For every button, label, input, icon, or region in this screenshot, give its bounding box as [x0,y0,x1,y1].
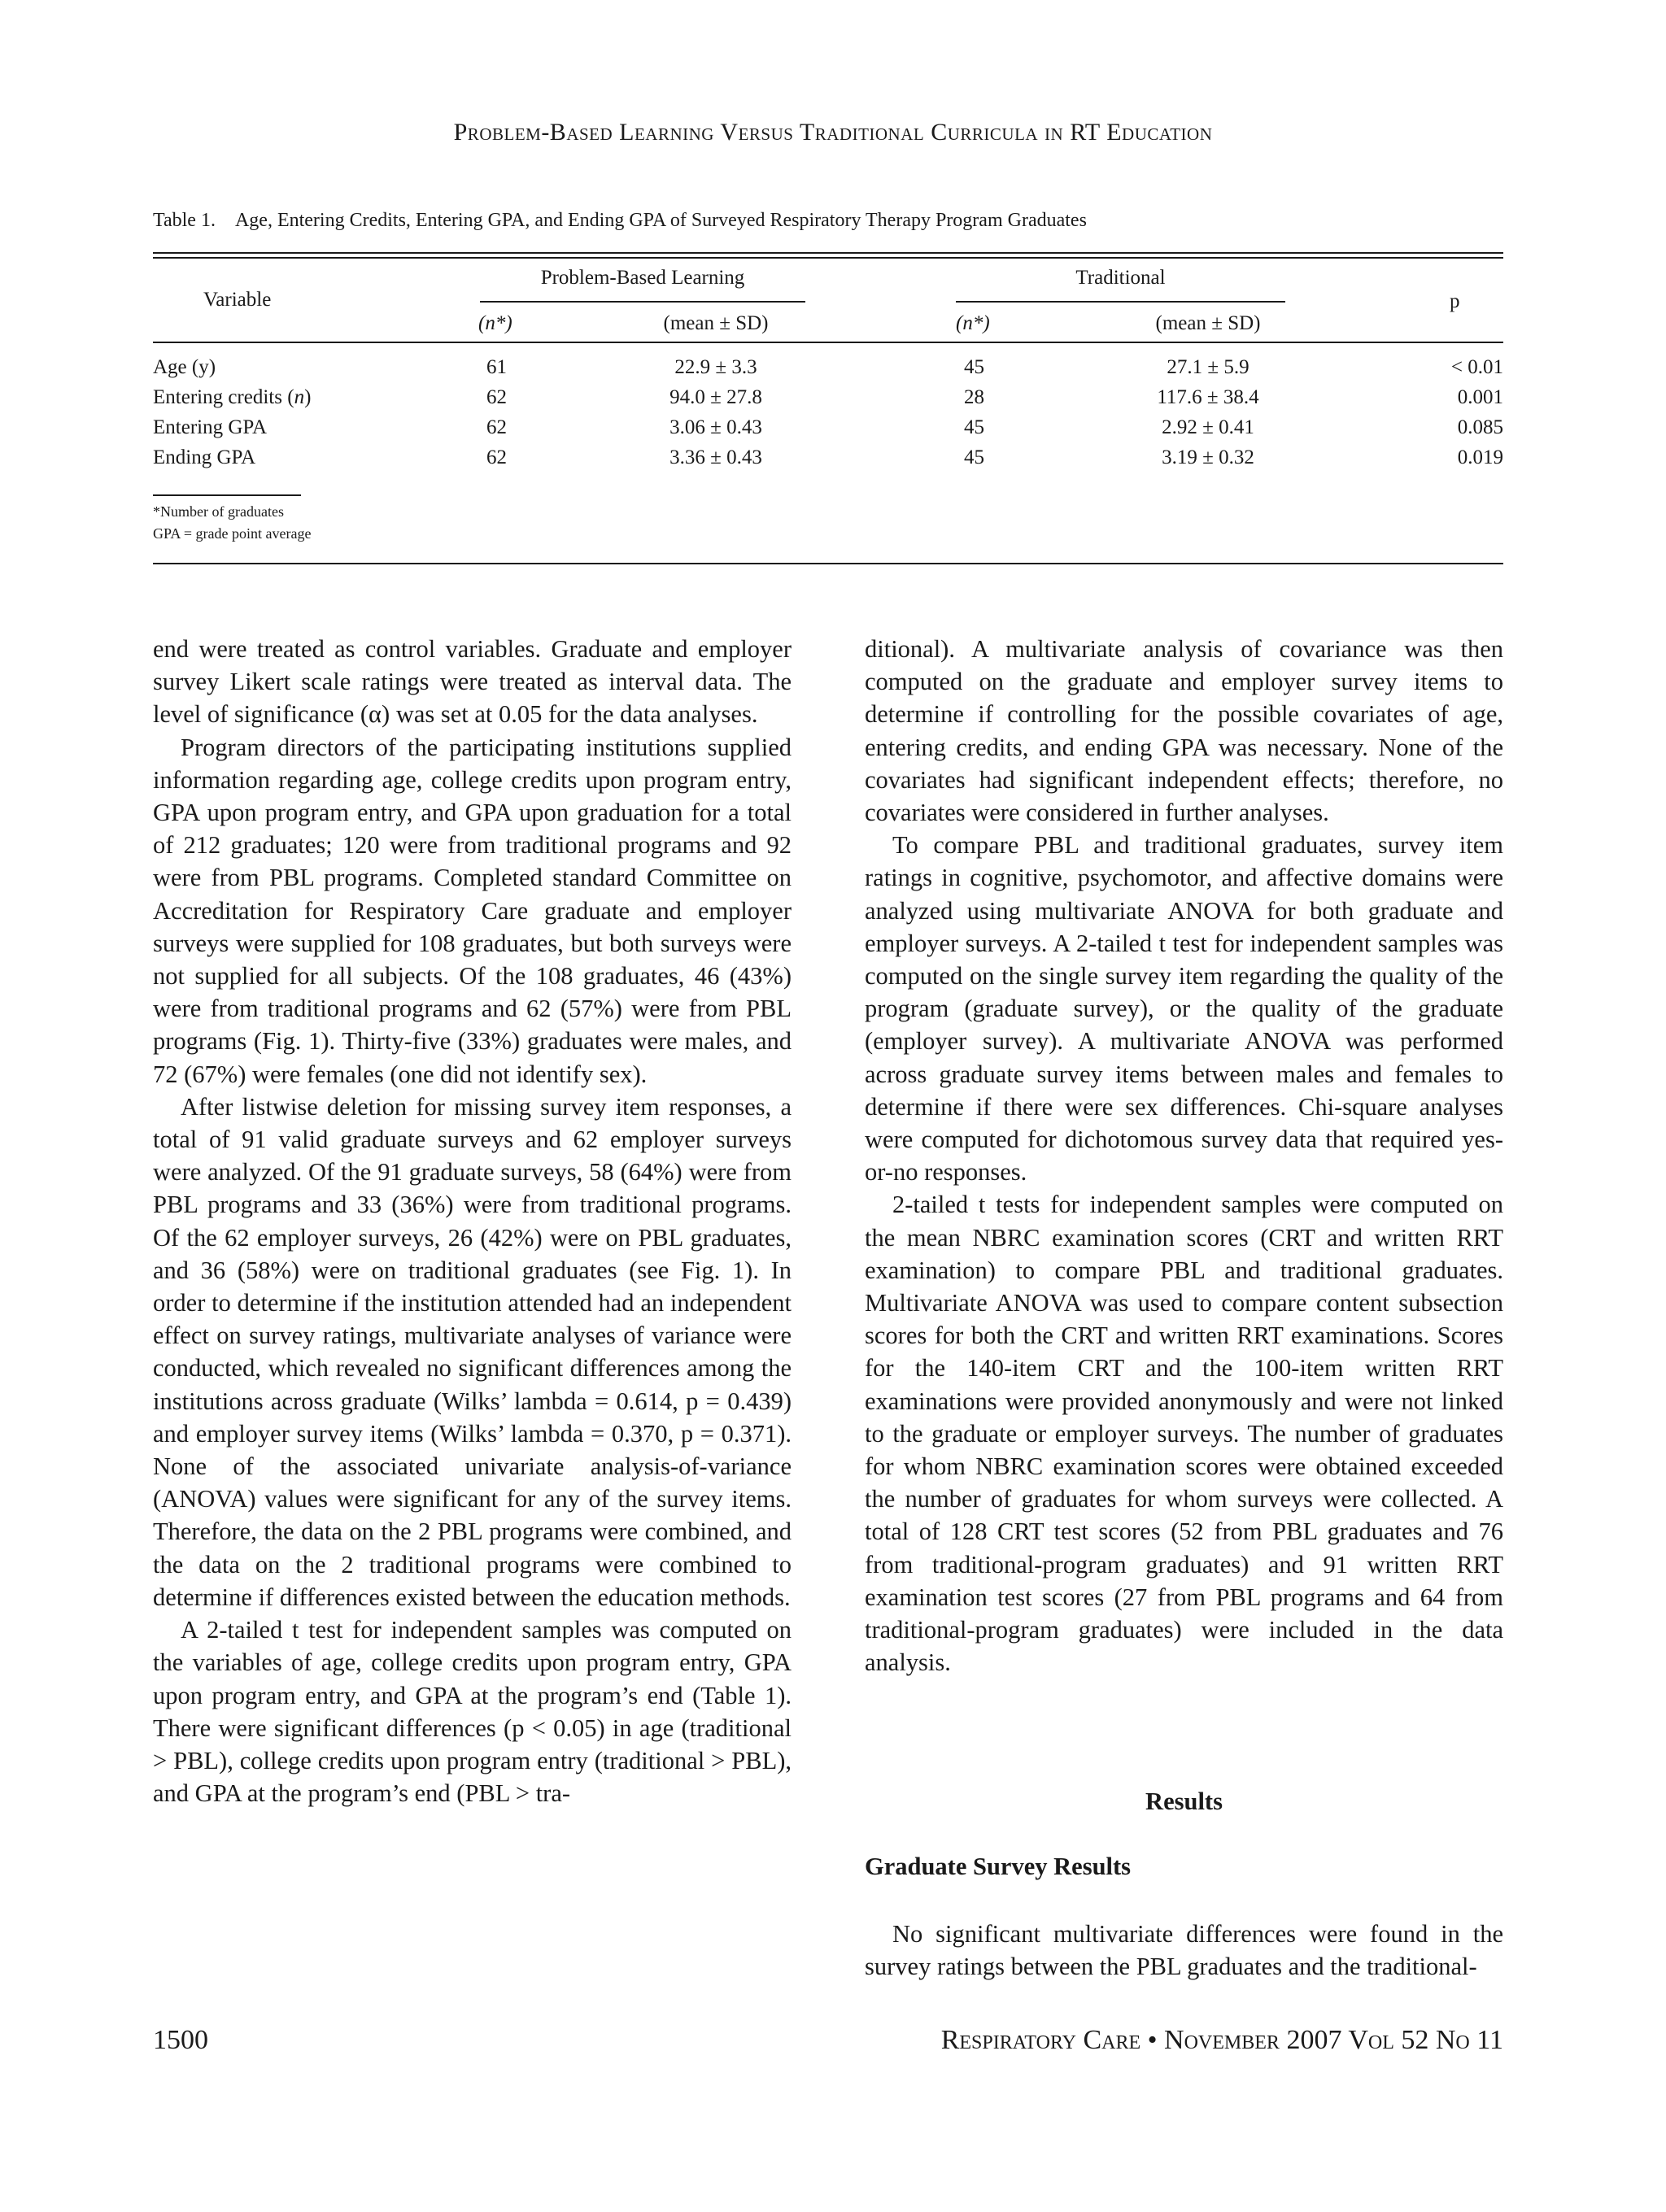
header-trad-group: Traditional [1075,267,1166,289]
running-head: Problem-Based Learning Versus Traditional Curricula in RT Education [453,119,1213,146]
footnote-gpa: GPA = grade point average [153,525,312,542]
right-paragraph-3: 2-tailed t tests for independent samples were computed on the mean NBRC examination scores (CRT and written RRT examination) to compare PBL and traditional graduates. Multivariate ANOVA was used to compare content subsection scores for both the CRT and written RRT examinations. Scores for the 140-item CRT and the 100-item written RRT examinations were provided anonymously and were not linked to the graduate or employer surveys. The number of graduates for whom NBRC examination scores were obtained exceeded the number of graduates for whom surveys were collected. A total of 128 CRT test scores (52 from PBL graduates and 76 from traditional-program graduates) and 91 written RRT examination test scores (27 from PBL programs and 64 from traditional-program graduates) were included in the data analysis. [865,1191,1503,1677]
row-age-p: < 0.01 [1450,356,1503,378]
right-paragraph-2: To compare PBL and traditional graduates, survey item ratings in cognitive, psychomotor, and affective domains were analyzed using multivariate ANOVA for both graduate and employer surveys. A 2-tailed t test for independent samples was computed on the single survey item regarding the quality of the program (graduate survey), or the quality of the graduate (employer survey). A multivariate ANOVA was performed across graduate survey items between males and females to determine if there were sex differences. Chi-square analyses were computed for dichotomous survey data that required yes-or-no responses. [865,831,1503,1187]
left-column [153,633,792,1809]
table-label: Table 1. [153,210,216,231]
row-age-trad-mean: 27.1 ± 5.9 [1167,356,1250,378]
results-paragraph-text: No significant multivariate differences were found in the survey ratings between the PBL graduates and the traditional- [865,1920,1503,1981]
row-credits-trad-mean: 117.6 ± 38.4 [1157,386,1259,408]
table-bottom-rule [153,563,1503,564]
row-ending-gpa-trad-n: 45 [964,446,984,468]
row-credits-pbl-n: 62 [486,386,507,408]
table-title: Age, Entering Credits, Entering GPA, and Ending GPA of Surveyed Respiratory Therapy Program Graduates [234,210,1087,231]
row-credits-trad-n: 28 [964,386,984,408]
left-paragraph-1: end were treated as control variables. Graduate and employer survey Likert scale ratings were treated as interval data. The level of significance (α) was set at 0.05 for the data analyses. [153,635,792,729]
row-entering-gpa-pbl-n: 62 [486,416,507,438]
pbl-group-rule [480,301,805,303]
left-paragraph-3: After listwise deletion for missing survey item responses, a total of 91 valid graduate surveys and 62 employer surveys were analyzed. Of the 91 graduate surveys, 58 (64%) were from PBL programs and 33 (36%) were from traditional programs. Of the 62 employer surveys, 26 (42%) were on PBL graduates, and 36 (58%) were on traditional graduates (see Fig. 1). In order to determine if the institution attended had an independent effect on survey ratings, multivariate analyses of variance were conducted, which revealed no significant differences among the institutions across graduate (Wilks’ lambda = 0.614, p = 0.439) and employer survey items (Wilks’ lambda = 0.370, p = 0.371). None of the associated univariate analysis-of-variance (ANOVA) values were significant for any of the survey items. Therefore, the data on the 2 PBL programs were combined, and the data on the 2 traditional programs were combined to determine if differences existed between the education methods. [153,1092,792,1611]
row-ending-gpa-trad-mean: 3.19 ± 0.32 [1162,446,1254,468]
left-paragraph-2: Program directors of the participating institutions supplied information regarding age, college credits upon program entry, GPA upon program entry, and GPA upon graduation for a total of 212 graduates; 120 were from traditional programs and 92 were from PBL programs. Completed standard Committee on Accreditation for Respiratory Care graduate and employer surveys were supplied for 108 graduates, but both surveys were not supplied for all subjects. Of the 108 graduates, 46 (43%) were from traditional programs and 62 (57%) were from PBL programs (Fig. 1). Thirty-five (33%) graduates were males, and 72 (67%) were females (one did not identify sex). [153,733,792,1088]
header-trad-n: (n*) [956,312,990,334]
header-pbl-n: (n*) [478,312,512,334]
row-age-variable: Age (y) [153,356,216,378]
header-p: p [1450,290,1460,312]
results-paragraph [865,1918,1503,1983]
header-trad-mean: (mean ± SD) [1155,312,1261,334]
journal-footer: Respiratory Care • November 2007 Vol 52 No 11 [940,2025,1503,2055]
row-entering-gpa-p: 0.085 [1457,416,1503,438]
footnote-rule [153,494,301,496]
row-entering-gpa-variable: Entering GPA [153,416,268,438]
header-pbl-group: Problem-Based Learning [540,267,745,289]
row-ending-gpa-pbl-mean: 3.36 ± 0.43 [669,446,762,468]
row-entering-gpa-pbl-mean: 3.06 ± 0.43 [669,416,762,438]
left-paragraph-4: A 2-tailed t test for independent samples was computed on the variables of age, college credits upon program entry, GPA upon program entry, and GPA at the program’s end (Table 1). There were significant differences (p < 0.05) in age (traditional > PBL), college credits upon program entry (traditional > PBL), and GPA at the program’s end (PBL > tra- [153,1616,792,1808]
header-pbl-mean: (mean ± SD) [663,312,769,334]
row-entering-gpa-trad-n: 45 [964,416,984,438]
graduate-survey-heading: Graduate Survey Results [865,1853,1132,1880]
row-ending-gpa-p: 0.019 [1457,446,1503,468]
right-paragraph-1: ditional). A multivariate analysis of covariance was then computed on the graduate and employer survey items to determine if controlling for the possible covariates of age, entering credits, and ending GPA was necessary. None of the covariates had significant independent effects; therefore, no covariates were considered in further analyses. [865,635,1503,827]
row-credits-label: Entering credits (n) [153,386,312,408]
row-ending-gpa-variable: Ending GPA [153,446,256,468]
table-top-rule-1 [153,252,1503,254]
row-entering-gpa-trad-mean: 2.92 ± 0.41 [1162,416,1254,438]
footnote-n: *Number of graduates [153,503,284,520]
row-credits-pbl-mean: 94.0 ± 27.8 [669,386,762,408]
trad-group-rule [956,301,1285,303]
right-column [865,633,1503,1679]
row-credits-variable [153,386,311,409]
header-variable: Variable [203,289,272,311]
row-credits-p: 0.001 [1457,386,1503,408]
table-top-rule-2 [153,257,1503,259]
page-number: 1500 [153,2025,208,2055]
row-age-pbl-mean: 22.9 ± 3.3 [674,356,757,378]
row-age-pbl-n: 61 [486,356,507,378]
row-ending-gpa-pbl-n: 62 [486,446,507,468]
results-heading: Results [1145,1787,1223,1815]
row-age-trad-n: 45 [964,356,984,378]
table-header-rule [153,342,1503,343]
table-caption [153,210,1503,232]
